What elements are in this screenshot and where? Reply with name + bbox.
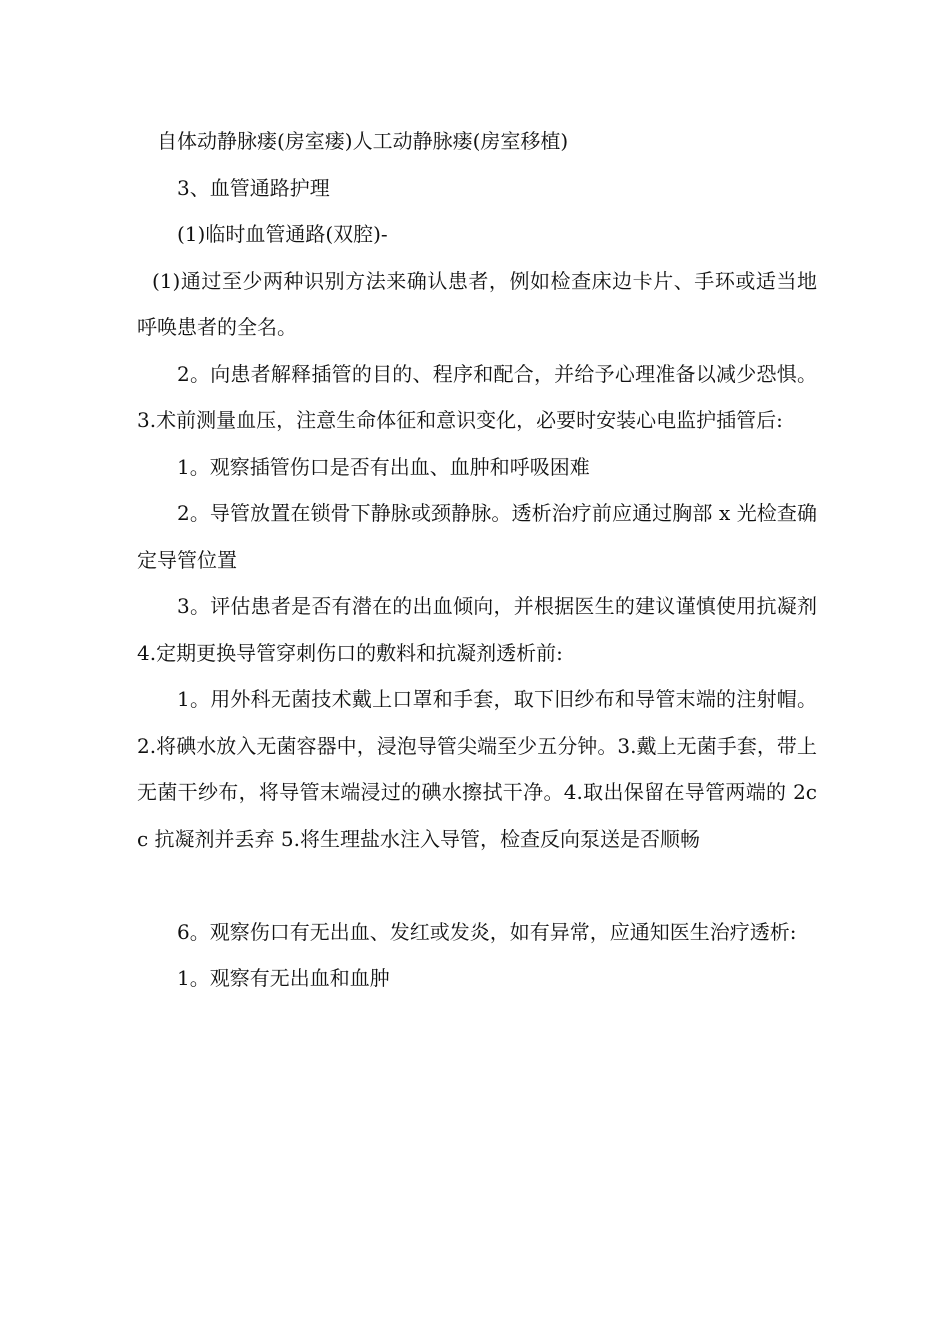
paragraph-observe-infection: 6。观察伤口有无出血、发红或发炎，如有异常，应通知医生治疗透析: [177, 919, 797, 944]
paragraph-explain-procedure: 2。向患者解释插管的目的、程序和配合，并给予心理准备以减少恐惧。3.术前测量血压，注意生命体征和意识变化，必要时安装心电监护插管后: [137, 361, 817, 432]
paragraph-catheter-placement: 2。导管放置在锁骨下静脉或颈静脉。透析治疗前应通过胸部 x 光检查确定导管位置 [137, 501, 817, 572]
paragraph-observe-wound: 1。观察插管伤口是否有出血、血肿和呼吸困难 [177, 454, 590, 479]
paragraph-observe-hematoma: 1。观察有无出血和血肿 [177, 966, 390, 990]
paragraph-patient-identification: (1)通过至少两种识别方法来确认患者，例如检查床边卡片、手环或适当地呼唤患者的全名。 [137, 268, 817, 339]
paragraph-bleeding-tendency: 3。评估患者是否有潜在的出血倾向，并根据医生的建议谨慎使用抗凝剂 4.定期更换导管穿刺伤口的敷料和抗凝剂透析前: [137, 594, 817, 665]
subheading-temporary-vascular-access: (1)临时血管通路(双腔)- [177, 222, 388, 246]
document-body [137, 118, 817, 1002]
paragraph-aseptic-technique: 1。用外科无菌技术戴上口罩和手套，取下旧纱布和导管末端的注射帽。2.将碘水放入无菌容器中，浸泡导管尖端至少五分钟。3.戴上无菌手套，带上无菌干纱布，将导管末端浸过的碘水擦拭干净。4.取出保留在导管两端的 2cc 抗凝剂并丢弃 5.将生理盐水注入导管，检查反向泵送是否顺畅 [137, 687, 817, 851]
paragraph-spacer [137, 862, 817, 909]
paragraph-fistula-types: 自体动静脉瘘(房室瘘)人工动静脉瘘(房室移植) [157, 129, 569, 153]
section-heading-vascular-access-care: 3、血管通路护理 [177, 175, 330, 200]
